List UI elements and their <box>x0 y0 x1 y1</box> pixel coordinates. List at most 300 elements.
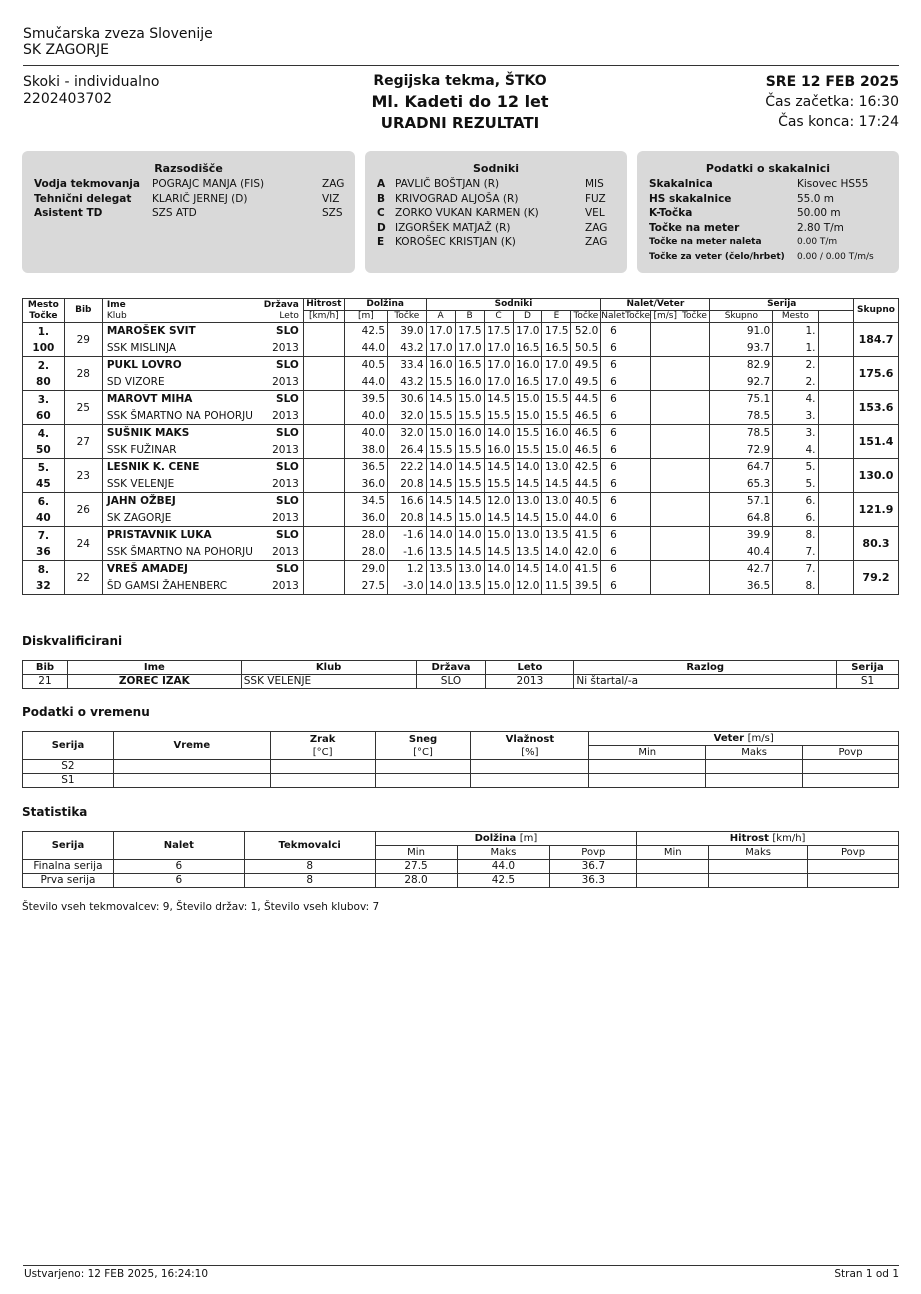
round-spacer <box>818 374 853 391</box>
rank-cell <box>23 459 65 493</box>
result-row-jump2 <box>23 408 899 425</box>
gate: 6 <box>610 477 617 490</box>
bib: 22 <box>64 561 102 595</box>
stats-row <box>23 860 899 874</box>
rank: 1. <box>37 325 49 338</box>
club-cell <box>102 544 303 561</box>
club: SSK ŠMARTNO NA POHORJU <box>106 409 253 422</box>
stats-cell: 6 <box>113 860 244 874</box>
stats-cell <box>808 860 899 874</box>
speed <box>303 323 344 340</box>
judge-score: 52.0 <box>571 323 601 340</box>
distance-value: 22.2 <box>388 459 427 476</box>
judge-score: 12.0 <box>484 493 513 510</box>
judge-score: 12.0 <box>513 578 542 595</box>
gate-cell <box>601 493 651 510</box>
raz-cell: SZS ATD <box>152 207 197 219</box>
raz-cell: Tehnični delegat <box>34 192 132 205</box>
dsq-cell: ZOREC IZAK <box>67 675 241 689</box>
stats-col-serija: Serija <box>23 832 114 860</box>
distance-value: 32.0 <box>388 425 427 442</box>
gate-cell <box>601 323 651 340</box>
weather-table <box>22 731 899 788</box>
judge-score: 13.5 <box>542 527 571 544</box>
event-category: Ml. Kadeti do 12 let <box>371 92 549 111</box>
col-judge-e: E <box>542 311 571 323</box>
judge-score: 14.5 <box>455 493 484 510</box>
header-divider <box>23 65 899 66</box>
col-dist-m: [m] <box>344 311 387 323</box>
judges-box <box>365 151 627 273</box>
athlete-cell <box>102 459 303 476</box>
judges-cell: KRIVOGRAD ALJOŠA (R) <box>395 192 519 205</box>
rank-cell <box>23 493 65 527</box>
event-code: 2202403702 <box>23 91 113 107</box>
stats-cell: 42.5 <box>457 874 550 888</box>
stats-col-tekm: Tekmovalci <box>244 832 375 860</box>
dsq-col: Bib <box>23 661 68 675</box>
judge-score: 49.5 <box>571 374 601 391</box>
hill-cell: K-Točka <box>649 207 693 219</box>
nation: SLO <box>276 393 299 406</box>
gate-cell <box>601 340 651 357</box>
distance-value: 1.2 <box>388 561 427 578</box>
round-total: 36.5 <box>710 578 773 595</box>
result-row-jump1 <box>23 425 899 442</box>
judge-score: 13.0 <box>513 493 542 510</box>
round-spacer <box>818 510 853 527</box>
distance-value: 40.0 <box>344 408 387 425</box>
stats-cell: Finalna serija <box>23 860 114 874</box>
judges-cell: KOROŠEC KRISTJAN (K) <box>395 236 516 248</box>
judge-score: 13.0 <box>542 459 571 476</box>
hill-cell: Kisovec HS55 <box>797 178 869 190</box>
total-points: 151.4 <box>853 425 898 459</box>
judge-score: 13.0 <box>455 561 484 578</box>
dsq-title: Diskvalificirani <box>22 634 123 648</box>
judges-cell: ZORKO VUKAN KARMEN (K) <box>395 207 539 219</box>
judge-score: 46.5 <box>571 408 601 425</box>
raz-row <box>34 192 352 207</box>
stats-cell: Prva serija <box>23 874 114 888</box>
dsq-col: Klub <box>241 661 416 675</box>
dsq-cell: SSK VELENJE <box>241 675 416 689</box>
col-distance: Dolžina <box>344 299 426 311</box>
distance-value: 16.6 <box>388 493 427 510</box>
dsq-row <box>23 675 899 689</box>
round-spacer <box>818 544 853 561</box>
col-speed: Hitrost <box>303 299 344 311</box>
created-timestamp: Ustvarjeno: 12 FEB 2025, 16:24:10 <box>24 1268 209 1280</box>
judge-score: 17.5 <box>484 323 513 340</box>
speed <box>303 578 344 595</box>
hill-row <box>649 177 878 192</box>
stats-col-hitrost: Hitrost [km/h] <box>637 832 899 846</box>
judge-score: 15.5 <box>513 442 542 459</box>
judge-score: 15.5 <box>426 442 455 459</box>
judge-score: 17.0 <box>484 374 513 391</box>
judge-score: 13.5 <box>513 544 542 561</box>
judge-score: 15.5 <box>455 408 484 425</box>
round-spacer <box>818 323 853 340</box>
dsq-cell: SLO <box>416 675 486 689</box>
nation: SLO <box>276 427 299 440</box>
round-total: 91.0 <box>710 323 773 340</box>
round-total: 65.3 <box>710 476 773 493</box>
stats-cell: 28.0 <box>375 874 457 888</box>
speed <box>303 476 344 493</box>
wind <box>650 408 709 425</box>
rank: 5. <box>37 461 49 474</box>
distance-value: 36.0 <box>344 510 387 527</box>
wind <box>650 340 709 357</box>
judge-score: 15.0 <box>455 510 484 527</box>
col-dist-pts: Točke <box>388 311 427 323</box>
round-spacer <box>818 340 853 357</box>
weather-row: S2 <box>23 760 899 774</box>
raz-cell: POGRAJC MANJA (FIS) <box>152 178 265 190</box>
stats-cell: 6 <box>113 874 244 888</box>
col-round-total: Skupno <box>710 311 773 323</box>
bib: 24 <box>64 527 102 561</box>
org-federation: Smučarska zveza Slovenije <box>23 26 213 42</box>
club-cell <box>102 408 303 425</box>
result-row-jump1 <box>23 527 899 544</box>
distance-value: 32.0 <box>388 408 427 425</box>
judge-score: 13.5 <box>426 561 455 578</box>
hill-cell: 0.00 / 0.00 T/m/s <box>797 251 874 262</box>
athlete-name: MAROVT MIHA <box>106 393 193 406</box>
event-time-block <box>765 72 899 132</box>
raz-cell: Asistent TD <box>34 207 103 219</box>
distance-value: -1.6 <box>388 544 427 561</box>
col-wind-sub: [m/s] Točke <box>650 311 709 323</box>
birth-year: 2013 <box>272 375 299 388</box>
rank: 3. <box>37 393 49 406</box>
club: SSK FUŽINAR <box>106 443 177 456</box>
dsq-col: Leto <box>486 661 574 675</box>
result-row-jump1 <box>23 493 899 510</box>
weather-col-maks: Maks <box>706 746 803 760</box>
raz-cell: SZS <box>322 207 343 219</box>
rank-cell <box>23 357 65 391</box>
distance-value: 40.0 <box>344 425 387 442</box>
judge-score: 15.5 <box>542 391 571 408</box>
col-round: Serija <box>710 299 854 311</box>
judge-score: 15.5 <box>426 408 455 425</box>
hill-cell: Skakalnica <box>649 178 713 190</box>
total-points: 153.6 <box>853 391 898 425</box>
judge-score: 14.5 <box>542 476 571 493</box>
judge-score: 49.5 <box>571 357 601 374</box>
gate: 6 <box>610 443 617 456</box>
col-gate-wind-sub: Nalet Točke <box>601 311 650 321</box>
hill-cell: 50.00 m <box>797 207 841 219</box>
rank: 8. <box>37 563 49 576</box>
athlete-cell <box>102 323 303 340</box>
gate-cell <box>601 544 651 561</box>
judge-score: 41.5 <box>571 527 601 544</box>
weather-col-povp: Povp <box>803 746 899 760</box>
result-row-jump2 <box>23 374 899 391</box>
judge-score: 17.0 <box>542 357 571 374</box>
speed <box>303 374 344 391</box>
round-rank: 8. <box>773 578 818 595</box>
judge-score: 44.5 <box>571 476 601 493</box>
athlete-cell <box>102 357 303 374</box>
stats-summary: Število vseh tekmovalcev: 9, Število držav: 1, Število vseh klubov: 7 <box>22 901 380 913</box>
gate-cell <box>601 476 651 493</box>
club: ŠD GAMSI ŽAHENBERC <box>106 579 228 592</box>
weather-col-veter: Veter [m/s] <box>589 732 899 746</box>
round-rank: 5. <box>773 459 818 476</box>
athlete-cell <box>102 391 303 408</box>
judge-score: 13.5 <box>426 544 455 561</box>
weather-col-min: Min <box>589 746 706 760</box>
judge-score: 17.0 <box>426 323 455 340</box>
gate-cell <box>601 510 651 527</box>
round-spacer <box>818 493 853 510</box>
stats-title: Statistika <box>22 805 88 819</box>
judge-score: 14.5 <box>513 561 542 578</box>
wind <box>650 527 709 544</box>
judge-score: 14.5 <box>455 544 484 561</box>
judge-score: 14.0 <box>484 561 513 578</box>
total-points: 175.6 <box>853 357 898 391</box>
gate: 6 <box>610 375 617 388</box>
round-rank: 7. <box>773 544 818 561</box>
athlete-cell <box>102 561 303 578</box>
birth-year: 2013 <box>272 443 299 456</box>
club: SSK ŠMARTNO NA POHORJU <box>106 545 253 558</box>
gate: 6 <box>610 427 617 440</box>
footer-divider <box>23 1265 899 1266</box>
judge-score: 41.5 <box>571 561 601 578</box>
judge-score: 14.5 <box>426 493 455 510</box>
event-title-block <box>330 72 590 134</box>
result-row-jump1 <box>23 323 899 340</box>
gate: 6 <box>610 325 617 338</box>
stats-col-dmin: Min <box>375 846 457 860</box>
distance-value: 20.8 <box>388 476 427 493</box>
judge-score: 15.5 <box>484 476 513 493</box>
hill-box <box>637 151 899 273</box>
club: SD VIZORE <box>106 375 165 388</box>
gate: 6 <box>610 545 617 558</box>
total-points: 130.0 <box>853 459 898 493</box>
distance-value: 43.2 <box>388 374 427 391</box>
round-rank: 5. <box>773 476 818 493</box>
result-row-jump1 <box>23 459 899 476</box>
judges-cell: ZAG <box>585 236 608 248</box>
discipline: Skoki - individualno <box>23 74 160 90</box>
bib: 26 <box>64 493 102 527</box>
speed <box>303 544 344 561</box>
speed <box>303 442 344 459</box>
raz-row <box>34 206 352 221</box>
gate-cell <box>601 391 651 408</box>
distance-value: 33.4 <box>388 357 427 374</box>
judge-score: 15.5 <box>484 408 513 425</box>
stats-cell: 36.3 <box>550 874 637 888</box>
judge-score: 17.0 <box>542 374 571 391</box>
stats-cell <box>637 860 709 874</box>
event-name: Regijska tekma, ŠTKO <box>373 73 547 89</box>
round-spacer <box>818 391 853 408</box>
round-rank: 4. <box>773 442 818 459</box>
birth-year: 2013 <box>272 511 299 524</box>
hill-row <box>649 250 878 265</box>
judges-cell: E <box>377 236 385 248</box>
judge-score: 46.5 <box>571 442 601 459</box>
judge-score: 14.5 <box>426 476 455 493</box>
judge-score: 15.0 <box>426 425 455 442</box>
col-total: Skupno <box>853 299 898 323</box>
results-table <box>22 298 899 595</box>
round-spacer <box>818 442 853 459</box>
birth-year: 2013 <box>272 409 299 422</box>
rank-cell <box>23 323 65 357</box>
distance-value: -3.0 <box>388 578 427 595</box>
nation: SLO <box>276 461 299 474</box>
rank-cell <box>23 561 65 595</box>
distance-value: -1.6 <box>388 527 427 544</box>
athlete-name: SUŠNIK MAKS <box>106 427 190 440</box>
round-total: 78.5 <box>710 408 773 425</box>
stats-table <box>22 831 899 888</box>
dsq-table <box>22 660 899 689</box>
judge-score: 15.5 <box>513 425 542 442</box>
result-row-jump1 <box>23 391 899 408</box>
stats-cell <box>637 874 709 888</box>
judge-score: 17.0 <box>484 357 513 374</box>
judge-score: 16.0 <box>542 425 571 442</box>
athlete-name: JAHN OŽBEJ <box>106 495 176 508</box>
col-speed-unit: [km/h] <box>303 311 344 323</box>
judge-score: 14.5 <box>484 459 513 476</box>
judge-score: 16.5 <box>513 340 542 357</box>
round-spacer <box>818 459 853 476</box>
wind <box>650 374 709 391</box>
col-gate-wind: Nalet/Veter <box>601 299 710 311</box>
gate-cell <box>601 425 651 442</box>
dsq-cell: S1 <box>837 675 899 689</box>
judge-score: 14.0 <box>426 459 455 476</box>
gate-cell <box>601 459 651 476</box>
athlete-name: PRISTAVNIK LUKA <box>106 529 212 542</box>
distance-value: 29.0 <box>344 561 387 578</box>
gate-cell <box>601 408 651 425</box>
speed <box>303 408 344 425</box>
judge-score: 14.0 <box>426 527 455 544</box>
stats-col-hmaks: Maks <box>709 846 808 860</box>
wind <box>650 425 709 442</box>
judge-score: 16.5 <box>542 340 571 357</box>
result-row-jump2 <box>23 340 899 357</box>
round-total: 64.8 <box>710 510 773 527</box>
col-judge-b: B <box>455 311 484 323</box>
judges-row <box>377 177 620 192</box>
stats-cell: 27.5 <box>375 860 457 874</box>
discipline-block <box>23 74 159 108</box>
wind <box>650 442 709 459</box>
round-rank: 7. <box>773 561 818 578</box>
cup-points: 80 <box>36 375 51 388</box>
nation: SLO <box>276 495 299 508</box>
col-name: Ime Država Klub Leto <box>102 299 303 323</box>
speed <box>303 391 344 408</box>
hill-cell: 0.00 T/m <box>797 237 838 247</box>
hill-cell: Točke za veter (čelo/hrbet) <box>649 251 785 262</box>
cup-points: 36 <box>36 545 51 558</box>
result-row-jump2 <box>23 544 899 561</box>
judges-row <box>377 206 620 221</box>
raz-cell: ZAG <box>322 178 345 190</box>
weather-col-sneg: Sneg [°C] <box>375 732 471 760</box>
col-round-spacer <box>818 311 853 323</box>
hill-row <box>649 192 878 207</box>
round-total: 92.7 <box>710 374 773 391</box>
round-total: 72.9 <box>710 442 773 459</box>
jury-table <box>34 177 352 221</box>
judge-score: 14.5 <box>484 391 513 408</box>
distance-value: 30.6 <box>388 391 427 408</box>
judge-score: 14.5 <box>484 510 513 527</box>
hill-row <box>649 206 878 221</box>
hill-cell: 2.80 T/m <box>797 221 844 234</box>
judges-cell: A <box>377 178 386 190</box>
stats-col-hmin: Min <box>637 846 709 860</box>
speed <box>303 510 344 527</box>
col-judge-c: C <box>484 311 513 323</box>
gate-cell <box>601 357 651 374</box>
round-total: 78.5 <box>710 425 773 442</box>
judge-score: 42.0 <box>571 544 601 561</box>
judges-cell: D <box>377 221 386 234</box>
nation: SLO <box>276 325 299 338</box>
club-cell <box>102 374 303 391</box>
judges-cell: B <box>377 192 386 205</box>
gate: 6 <box>610 563 617 576</box>
total-points: 79.2 <box>853 561 898 595</box>
wind <box>650 391 709 408</box>
judge-score: 15.5 <box>455 442 484 459</box>
judge-score: 14.5 <box>513 476 542 493</box>
judge-score: 16.0 <box>426 357 455 374</box>
athlete-name: VREŠ AMADEJ <box>106 563 188 576</box>
birth-year: 2013 <box>272 341 299 354</box>
nation: SLO <box>276 529 299 542</box>
judge-score: 17.0 <box>455 340 484 357</box>
stats-col-dmaks: Maks <box>457 846 550 860</box>
cup-points: 50 <box>36 443 51 456</box>
organization <box>23 26 213 58</box>
stats-col-dolzina: Dolžina [m] <box>375 832 637 846</box>
stats-col-nalet: Nalet <box>113 832 244 860</box>
round-rank: 2. <box>773 357 818 374</box>
round-rank: 4. <box>773 391 818 408</box>
cup-points: 40 <box>36 511 51 524</box>
col-judge-pts: Točke <box>571 311 601 323</box>
judge-score: 44.0 <box>571 510 601 527</box>
wind <box>650 459 709 476</box>
total-points: 121.9 <box>853 493 898 527</box>
document-title: URADNI REZULTATI <box>380 114 540 132</box>
hill-table <box>649 177 878 264</box>
round-total: 82.9 <box>710 357 773 374</box>
speed <box>303 340 344 357</box>
judge-score: 46.5 <box>571 425 601 442</box>
